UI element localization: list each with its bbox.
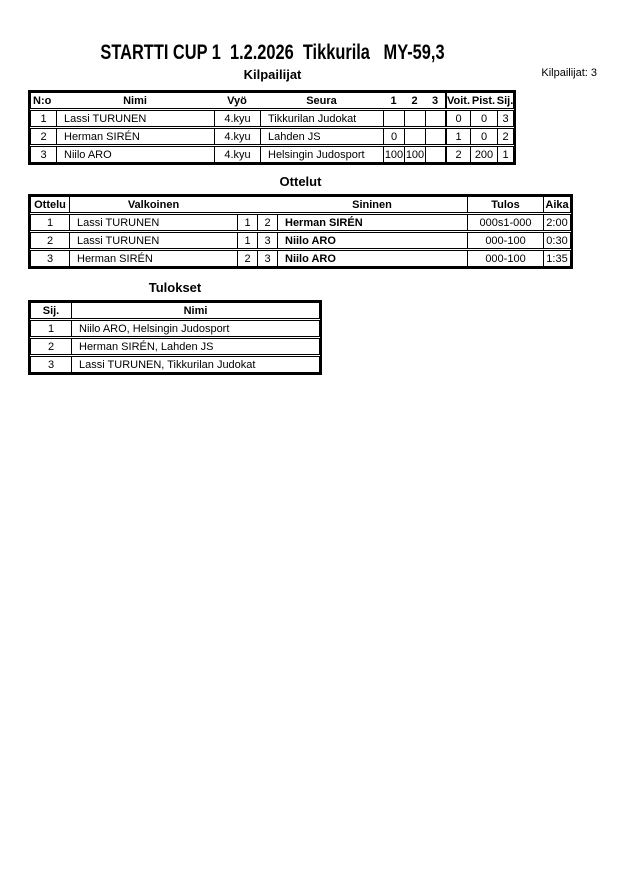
cell-nimi: Niilo ARO	[56, 147, 214, 162]
cell-seura: Lahden JS	[260, 129, 383, 144]
cell-sij: 2	[497, 129, 513, 144]
competitor-row	[30, 146, 514, 163]
cell-voit: 0	[445, 111, 470, 126]
col-header-sininen: Sininen	[352, 198, 392, 211]
cell-m2: 100	[405, 148, 425, 161]
page-title: STARTTI CUP 1 1.2.2026 Tikkurila MY-59,3	[100, 41, 445, 64]
col-header-no: N:o	[33, 94, 52, 107]
ottelut-section-title: Ottelut	[279, 174, 322, 189]
col-header-m1: 1	[390, 94, 397, 107]
cell-name-club: Niilo ARO, Helsingin Judosport	[71, 321, 319, 336]
standing-row	[30, 356, 320, 373]
page-subtitle: Kilpailijat	[243, 67, 302, 82]
cell-white-no: 1	[237, 215, 257, 230]
ottelut-header-row	[30, 196, 571, 213]
col-header-sij: Sij.	[497, 94, 513, 107]
competitor-row	[30, 128, 514, 145]
cell-seura: Tikkurilan Judokat	[260, 111, 383, 126]
cell-vyo: 4.kyu	[214, 129, 260, 144]
cell-match-no: 1	[46, 216, 54, 229]
col-header-ottelu: Ottelu	[34, 198, 66, 211]
match-row	[30, 214, 571, 231]
cell-result: 000s1-000	[467, 215, 543, 230]
col-header-sij: Sij.	[42, 304, 60, 317]
col-header-n1	[237, 197, 257, 212]
cell-m1: 0	[383, 129, 404, 144]
col-header-nimi: Nimi	[71, 303, 319, 318]
standing-row	[30, 320, 320, 337]
cell-pist: 0	[470, 129, 497, 144]
cell-white-name: Herman SIRÉN	[69, 251, 237, 266]
standing-row	[30, 338, 320, 355]
col-header-aika: Aika	[543, 197, 570, 212]
cell-blue-no: 3	[257, 251, 277, 266]
col-header-tulos: Tulos	[467, 197, 543, 212]
match-row	[30, 232, 571, 249]
cell-name-club: Herman SIRÉN, Lahden JS	[71, 339, 319, 354]
cell-white-no: 1	[237, 233, 257, 248]
cell-vyo: 4.kyu	[214, 111, 260, 126]
cell-result: 000-100	[467, 251, 543, 266]
cell-no: 3	[40, 148, 47, 161]
cell-m2	[404, 111, 425, 126]
cell-place: 3	[47, 358, 55, 371]
cell-m3	[425, 129, 445, 144]
cell-blue-name: Niilo ARO	[277, 251, 467, 266]
kilpailijat-table	[28, 90, 516, 165]
col-header-valkoinen: Valkoinen	[69, 197, 237, 212]
page-header	[28, 0, 517, 82]
cell-m3	[425, 111, 445, 126]
cell-white-name: Lassi TURUNEN	[69, 233, 237, 248]
cell-no: 2	[40, 130, 47, 143]
cell-m1	[383, 111, 404, 126]
cell-m3	[425, 147, 445, 162]
cell-match-no: 2	[46, 234, 54, 247]
cell-time: 0:30	[543, 233, 570, 248]
cell-voit: 2	[445, 147, 470, 162]
cell-match-no: 3	[46, 252, 54, 265]
cell-place: 1	[47, 322, 55, 335]
cell-seura: Helsingin Judosport	[260, 147, 383, 162]
cell-blue-name: Niilo ARO	[277, 233, 467, 248]
cell-blue-no: 3	[257, 233, 277, 248]
cell-nimi: Lassi TURUNEN	[56, 111, 214, 126]
match-row	[30, 250, 571, 267]
cell-place: 2	[47, 340, 55, 353]
cell-vyo: 4.kyu	[214, 147, 260, 162]
tulokset-section-title: Tulokset	[148, 280, 202, 295]
cell-voit: 1	[445, 129, 470, 144]
col-header-m2: 2	[411, 94, 418, 107]
col-header-nimi: Nimi	[123, 94, 147, 107]
cell-time: 2:00	[543, 215, 570, 230]
cell-blue-name: Herman SIRÉN	[277, 215, 467, 230]
col-header-pist: Pist.	[471, 94, 496, 107]
col-header-voit: Voit.	[447, 94, 470, 107]
cell-name-club: Lassi TURUNEN, Tikkurilan Judokat	[71, 357, 319, 372]
cell-no: 1	[40, 112, 47, 125]
cell-sij: 1	[497, 147, 513, 162]
competitors-count-label: Kilpailijat: 3	[541, 67, 597, 79]
col-header-vyo: Vyö	[227, 94, 247, 107]
kilpailijat-header-row	[30, 92, 514, 109]
tulokset-table	[28, 300, 322, 375]
cell-blue-no: 2	[257, 215, 277, 230]
cell-sij: 3	[497, 111, 513, 126]
cell-time: 1:35	[543, 251, 570, 266]
cell-white-no: 2	[237, 251, 257, 266]
cell-m2	[404, 129, 425, 144]
col-header-n2	[257, 197, 277, 212]
col-header-m3: 3	[431, 94, 439, 107]
competitor-row	[30, 110, 514, 127]
cell-result: 000-100	[467, 233, 543, 248]
col-header-seura: Seura	[306, 94, 337, 107]
ottelut-table	[28, 194, 573, 269]
cell-nimi: Herman SIRÉN	[56, 129, 214, 144]
tulokset-header-row	[30, 302, 320, 319]
cell-white-name: Lassi TURUNEN	[69, 215, 237, 230]
cell-pist: 200	[470, 147, 497, 162]
cell-m1: 100	[384, 148, 404, 161]
cell-pist: 0	[470, 111, 497, 126]
